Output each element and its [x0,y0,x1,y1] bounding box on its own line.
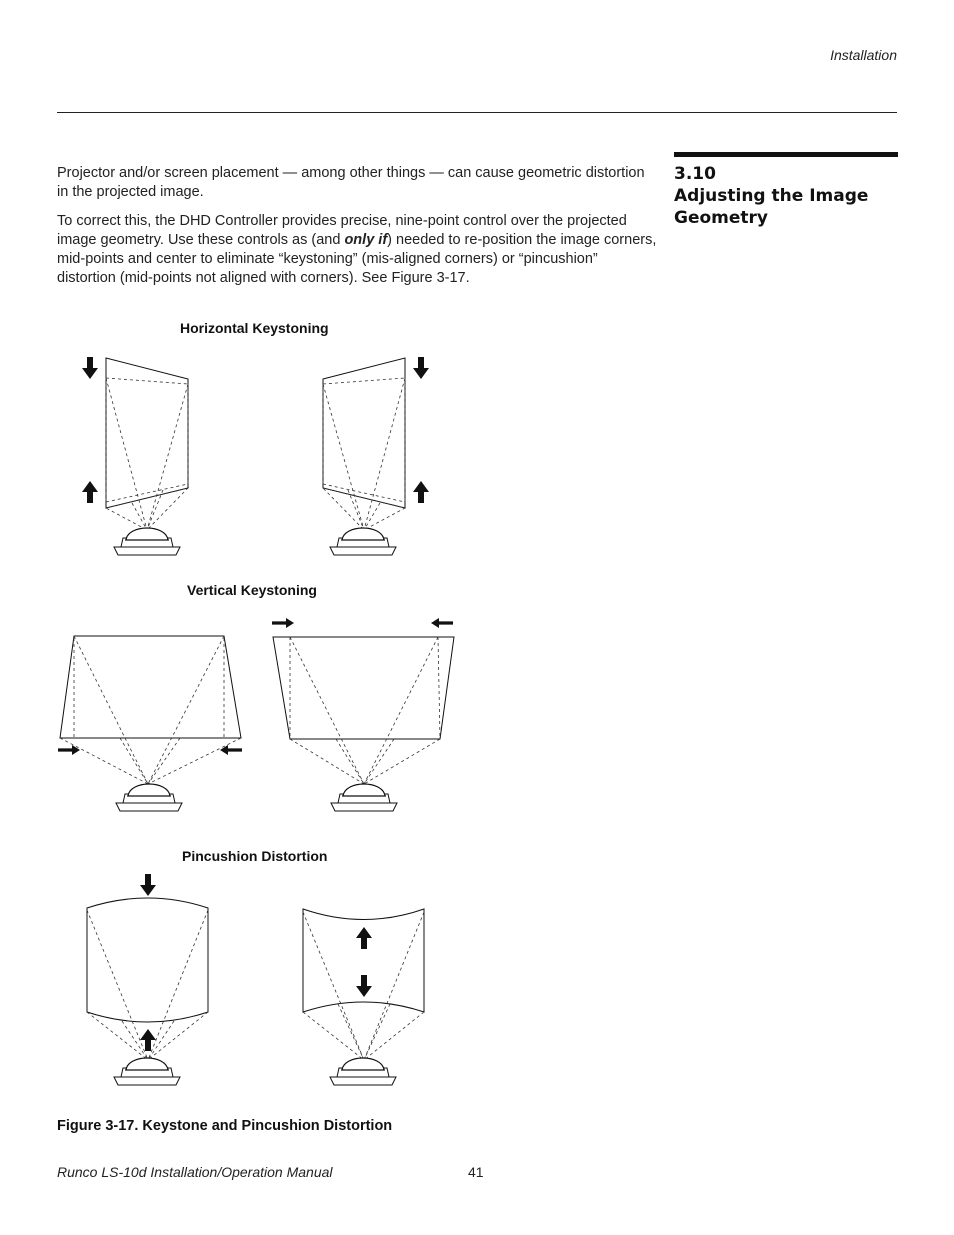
projector-icon [330,528,396,555]
figure-label-horizontal-keystoning: Horizontal Keystoning [180,320,329,336]
pincushion-right-diagram [303,909,424,1085]
arrow-down-icon [356,975,372,997]
horizontal-keystone-right-diagram [323,357,429,555]
arrow-down-icon [82,357,98,379]
footer-manual-title: Runco LS-10d Installation/Operation Manual [57,1164,333,1180]
pincushion-left-diagram [87,874,208,1085]
body-paragraph-1: Projector and/or screen placement — among other things — can cause geometric distortion in the projected image. [57,165,645,200]
paragraph-2-text-a: To correct this, the DHD Controller provides precise, nine-point control over the projected image geometry. Use these controls as (and [57,213,627,248]
section-title-line2: Geometry [674,208,768,228]
projector-icon [114,528,180,555]
footer-page-number: 41 [468,1164,484,1180]
header-section-label: Installation [830,47,897,63]
arrow-up-icon [356,927,372,949]
arrow-up-icon [140,1029,156,1051]
paragraph-2-text-b: ) needed to re-position the image corners, mid-points and center to eliminate “keystoning” (mis-aligned corners) or “pincushion” distortion (mid-points not aligned with corners). See Figure 3-17. [57,232,657,286]
paragraph-2-emphasis: only if [344,232,388,248]
arrow-up-icon [413,481,429,503]
vertical-keystone-right-diagram [272,618,454,811]
arrow-down-icon [140,874,156,896]
figure-label-pincushion-distortion: Pincushion Distortion [182,848,328,864]
section-title-line1: Adjusting the Image [674,186,869,206]
projector-icon [114,1058,180,1085]
vertical-keystone-left-diagram [58,636,242,811]
figure-label-vertical-keystoning: Vertical Keystoning [187,582,317,598]
projector-icon [116,784,182,811]
projector-icon [330,1058,396,1085]
horizontal-keystone-left-diagram [82,357,188,555]
arrow-up-icon [82,481,98,503]
arrow-right-icon [272,618,294,628]
section-number: 3.10 [674,164,716,184]
arrow-left-icon [431,618,453,628]
projector-icon [331,784,397,811]
figure-caption: Figure 3-17. Keystone and Pincushion Distortion [57,1118,393,1134]
arrow-down-icon [413,357,429,379]
